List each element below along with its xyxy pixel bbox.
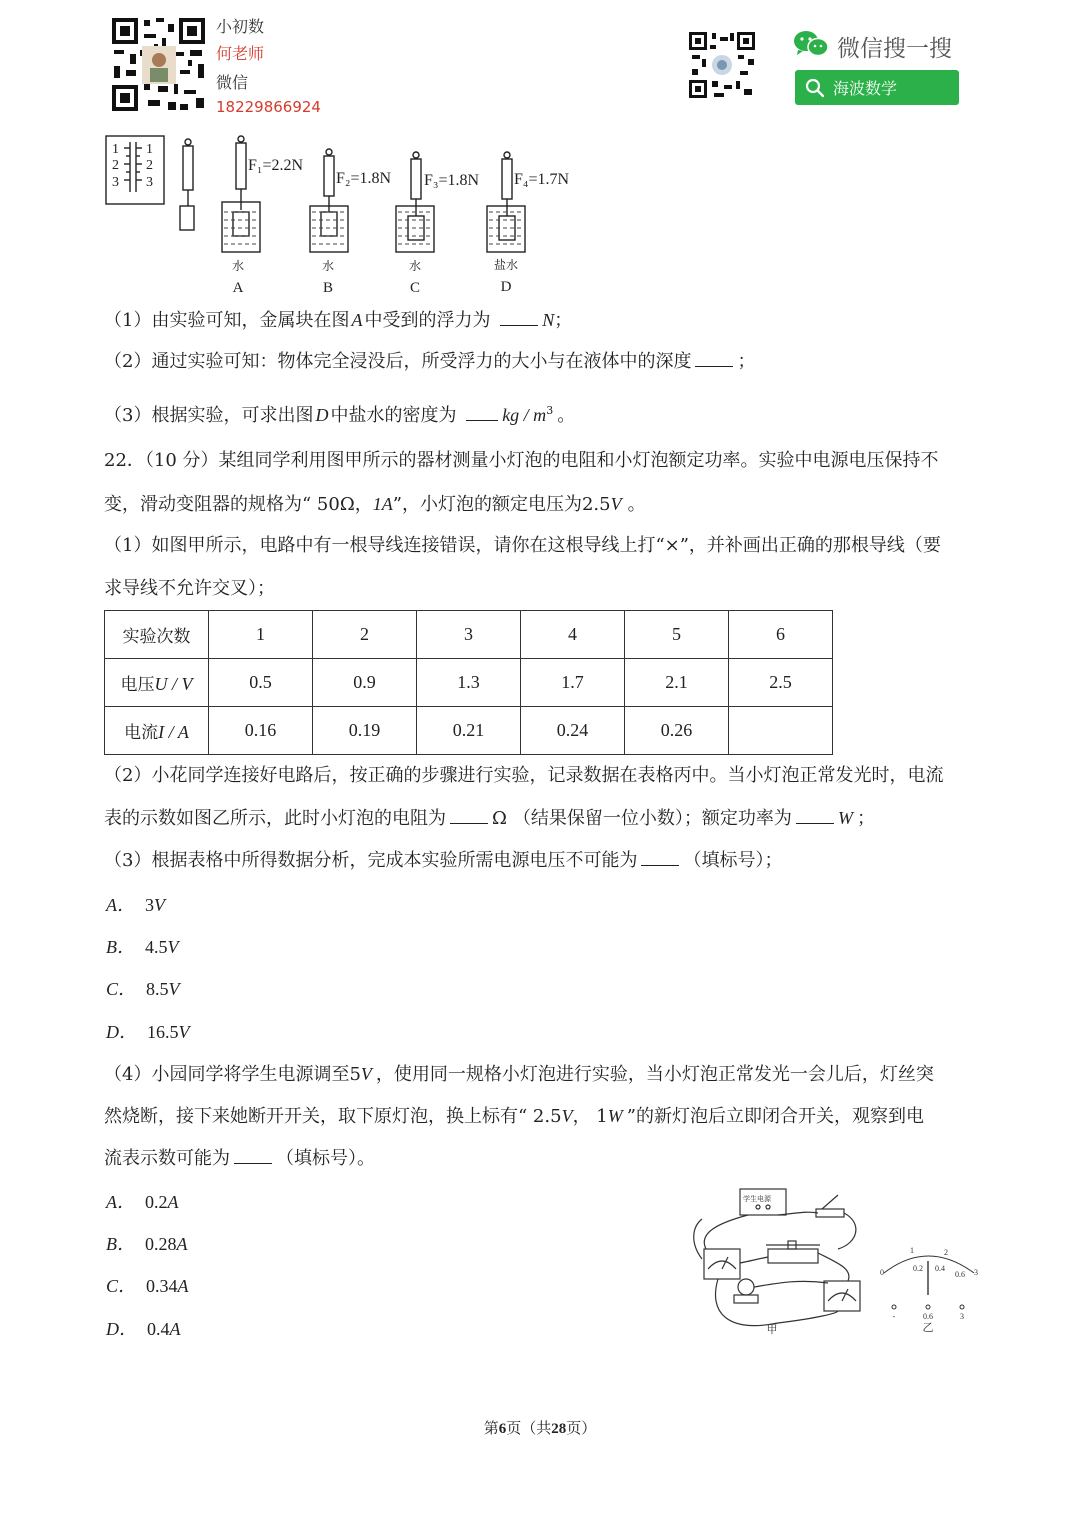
terminal-neg: - — [892, 1312, 896, 1321]
dial-label-0-2: 0.2 — [913, 1264, 923, 1273]
scale-tick-3-right: 3 — [146, 175, 153, 190]
switch — [816, 1209, 844, 1217]
power-supply-label: 学生电源 — [743, 1195, 771, 1203]
table-cell: 0.5 — [209, 659, 313, 707]
table-cell: 6 — [729, 611, 833, 659]
q22-part3: （3）根据表格中所得数据分析，完成本实验所需电源电压不可能为 （填标号）； — [104, 850, 783, 871]
table-cell: 电流I / A — [105, 707, 209, 755]
scale-tick-1: 1 — [112, 142, 119, 157]
wechat-search-label: 微信搜一搜 — [837, 36, 952, 62]
dial-label-0: 0 — [880, 1268, 884, 1277]
q22-part4-line3: 流表示数可能为 （填标号）。 — [104, 1148, 375, 1169]
table-row-current — [105, 707, 833, 755]
page-footer: 第6页（共28页） — [483, 1419, 597, 1437]
table-cell: 3 — [417, 611, 521, 659]
reading-f4: F₄=1.7N — [514, 171, 570, 188]
table-row-trial — [105, 611, 833, 659]
table-cell — [729, 707, 833, 755]
caption-yi: 乙 — [922, 1321, 934, 1334]
terminal-3: 3 — [960, 1312, 964, 1321]
qr-code-right — [688, 31, 756, 99]
q21-part2: （2）通过实验可知：物体完全浸没后，所受浮力的大小与在液体中的深度 ； — [104, 351, 756, 372]
q22-part4-line2: 然烧断，接下来她断开开关，取下原灯泡，换上标有“ 2.5V， 1W ”的新灯泡后立即闭合开关，观察到电 — [104, 1106, 924, 1127]
table-cell: 1.7 — [521, 659, 625, 707]
option-d[interactable]: D． 16.5V — [106, 1022, 190, 1042]
figure-letter-a: A — [232, 280, 244, 296]
scale-tick-1-right: 1 — [146, 142, 153, 157]
scale-tick-2: 2 — [112, 158, 119, 173]
dial-label-3: 3 — [974, 1268, 978, 1277]
q21-part3: （3）根据实验，可求出图 D 中盐水的密度为 kg / $m^3$ 。 — [104, 404, 576, 426]
dial-label-2: 2 — [944, 1248, 948, 1257]
search-button[interactable] — [795, 70, 959, 105]
liquid-label-c: 水 — [408, 259, 422, 273]
contact-line-3: 微信 — [216, 73, 249, 92]
table-cell: 2 — [313, 611, 417, 659]
reading-f3: F₃=1.8N — [424, 172, 480, 189]
scale-tick-3: 3 — [112, 175, 119, 190]
table-cell: 0.19 — [313, 707, 417, 755]
dial-label-0-4: 0.4 — [935, 1264, 945, 1273]
table-cell: 5 — [625, 611, 729, 659]
table-cell: 0.21 — [417, 707, 521, 755]
figure-letter-c: C — [409, 280, 421, 296]
table-cell: 0.26 — [625, 707, 729, 755]
rheostat — [768, 1249, 818, 1263]
wechat-logo-icon — [793, 30, 829, 58]
table-cell: 0.24 — [521, 707, 625, 755]
buoyancy-experiment-figure — [104, 130, 584, 298]
table-cell: 0.9 — [313, 659, 417, 707]
liquid-label-d: 盐水 — [493, 258, 519, 272]
contact-line-1: 小初数 — [216, 17, 265, 36]
qr-code-left — [110, 16, 207, 113]
voltmeter — [824, 1281, 860, 1311]
liquid-label-b: 水 — [321, 259, 335, 273]
dial-label-0-6: 0.6 — [955, 1270, 965, 1279]
search-button-label: 海波数学 — [833, 79, 898, 98]
table-cell: 2.5 — [729, 659, 833, 707]
table-cell: 0.16 — [209, 707, 313, 755]
q21-part1: （1）由实验可知，金属块在图 A 中受到的浮力为 N； — [104, 310, 573, 331]
answer-blank[interactable] — [500, 325, 538, 326]
terminal-0-6: 0.6 — [923, 1312, 933, 1321]
q22-part1-line1: （1）如图甲所示，电路中有一根导线连接错误，请你在这根导线上打“×”，并补画出正确的那根导线（要 — [104, 535, 941, 556]
figure-letter-d: D — [500, 279, 512, 295]
answer-blank[interactable] — [641, 865, 679, 866]
q22-part2-line1: （2）小花同学连接好电路后，按正确的步骤进行实验，记录数据在表格丙中。当小灯泡正常发光时，电流 — [104, 765, 944, 786]
option-a[interactable]: A． 0.2A — [106, 1192, 179, 1212]
option-b[interactable]: B． 0.28A — [106, 1234, 188, 1254]
table-cell: 1 — [209, 611, 313, 659]
table-cell: 1.3 — [417, 659, 521, 707]
q22-intro-line2: 变，滑动变阻器的规格为“ 50Ω，1A”，小灯泡的额定电压为2.5V 。 — [104, 494, 646, 515]
answer-blank[interactable] — [450, 823, 488, 824]
q22-part4-line1: （4）小园同学将学生电源调至5V ，使用同一规格小灯泡进行实验，当小灯泡正常发光一会儿后，灯丝突 — [104, 1064, 934, 1085]
caption-jia: 甲 — [766, 1323, 778, 1336]
contact-line-2: 何老师 — [216, 44, 265, 63]
table-cell: 4 — [521, 611, 625, 659]
figure-letter-b: B — [322, 280, 334, 296]
reading-f1: F₁=2.2N — [248, 157, 304, 174]
contact-phone: 18229866924 — [216, 98, 321, 116]
liquid-label-a: 水 — [231, 259, 245, 273]
circuit-figure — [688, 1183, 983, 1340]
dial-label-1: 1 — [910, 1246, 914, 1255]
answer-blank[interactable] — [695, 366, 733, 367]
data-table — [104, 610, 833, 755]
option-a[interactable]: A． 3V — [106, 895, 165, 915]
q22-part2-line2: 表的示数如图乙所示，此时小灯泡的电阻为 Ω （结果保留一位小数）；额定功率为 W ； — [104, 808, 875, 829]
scale-tick-2-right: 2 — [146, 158, 153, 173]
answer-blank[interactable] — [796, 823, 834, 824]
option-c[interactable]: C． 0.34A — [106, 1276, 189, 1296]
q22-intro-line1: 22．（10 分）某组同学利用图甲所示的器材测量小灯泡的电阻和小灯泡额定功率。实验中电源电压保持不 — [104, 450, 939, 471]
option-d[interactable]: D． 0.4A — [106, 1319, 181, 1339]
table-row-voltage — [105, 659, 833, 707]
option-b[interactable]: B． 4.5V — [106, 937, 179, 957]
table-cell: 2.1 — [625, 659, 729, 707]
answer-blank[interactable] — [466, 420, 498, 421]
answer-blank[interactable] — [234, 1163, 272, 1164]
reading-f2: F₂=1.8N — [336, 170, 392, 187]
option-c[interactable]: C． 8.5V — [106, 979, 180, 999]
search-icon — [805, 78, 825, 98]
q22-part1-line2: 求导线不允许交叉）； — [104, 578, 275, 599]
table-cell: 实验次数 — [105, 611, 209, 659]
ammeter — [704, 1249, 740, 1279]
lamp — [738, 1279, 754, 1295]
table-cell: 电压U / V — [105, 659, 209, 707]
